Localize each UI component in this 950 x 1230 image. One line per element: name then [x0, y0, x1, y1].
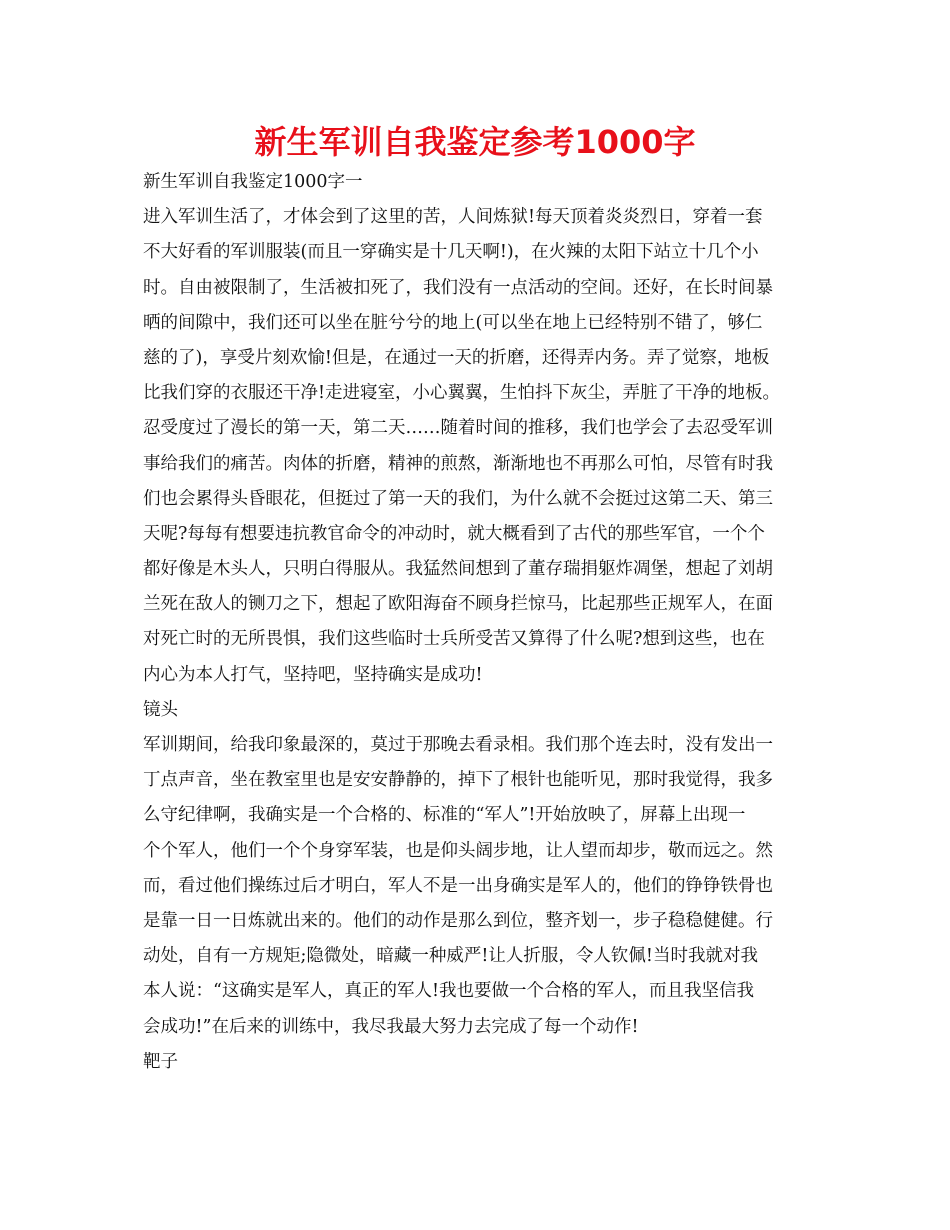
- paragraph-line: 个个军人，他们一个个身穿军装，也是仰头阔步地，让人望而却步，敬而远之。然: [143, 840, 773, 861]
- paragraph-line: 动处，自有一方规矩;隐微处，暗藏一种威严!让人折服，令人钦佩!当时我就对我: [143, 946, 758, 967]
- paragraph-line: 兰死在敌人的铡刀之下，想起了欧阳海奋不顾身拦惊马，比起那些正规军人，在面: [143, 594, 773, 615]
- paragraph-line: 会成功!”在后来的训练中，我尽我最大努力去完成了每一个动作!: [143, 1016, 639, 1037]
- paragraph-line: 都好像是木头人，只明白得服从。我猛然间想到了董存瑞捐躯炸凋堡，想起了刘胡: [143, 559, 773, 580]
- paragraph-line: 内心为本人打气，坚持吧，坚持确实是成功!: [143, 664, 483, 685]
- paragraph-line: 们也会累得头昏眼花，但挺过了第一天的我们，为什么就不会挺过这第二天、第三: [143, 488, 773, 509]
- paragraph-line: 对死亡时的无所畏惧，我们这些临时士兵所受苦又算得了什么呢?想到这些，也在: [143, 629, 765, 650]
- paragraph-line: 军训期间，给我印象最深的，莫过于那晚去看录相。我们那个连去时，没有发出一: [143, 735, 773, 755]
- subtitle-line: 新生军训自我鉴定1000字一: [143, 172, 363, 192]
- section-heading: 镜头: [143, 699, 178, 720]
- paragraph-line: 进入军训生活了，才体会到了这里的苦，人间炼狱!每天顶着炎炎烈日，穿着一套: [143, 207, 763, 228]
- document-body: [143, 165, 833, 1080]
- paragraph-line: 事给我们的痛苦。肉体的折磨，精神的煎熬，渐渐地也不再那么可怕，尽管有时我: [143, 453, 773, 474]
- paragraph-line: 本人说：“这确实是军人，真正的军人!我也要做一个合格的军人，而且我坚信我: [143, 981, 754, 1002]
- paragraph-line: 丁点声音，坐在教室里也是安安静静的，掉下了根针也能听见，那时我觉得，我多: [143, 770, 773, 791]
- paragraph-line: 慈的了)，享受片刻欢愉!但是，在通过一天的折磨，还得弄内务。弄了觉察，地板: [143, 347, 770, 368]
- paragraph-line: 天呢?每每有想要违抗教官命令的冲动时，就大概看到了古代的那些军官，一个个: [143, 523, 765, 544]
- paragraph-line: 么守纪律啊，我确实是一个合格的、标准的“军人”!开始放映了，屏幕上出现一: [143, 805, 746, 826]
- paragraph-line: 是靠一日一日炼就出来的。他们的动作是那么到位，整齐划一，步子稳稳健健。行: [143, 910, 773, 931]
- paragraph-line: 比我们穿的衣服还干净!走进寝室，小心翼翼，生怕抖下灰尘，弄脏了干净的地板。: [143, 383, 781, 404]
- paragraph-line: 时。自由被限制了，生活被扣死了，我们没有一点活动的空间。还好，在长时间暴: [143, 277, 773, 298]
- paragraph-line: 忍受度过了漫长的第一天，第二天……随着时间的推移，我们也学会了去忍受军训: [143, 418, 773, 439]
- document-title: 新生军训自我鉴定参考1000字: [254, 123, 696, 161]
- paragraph-line: 不大好看的军训服装(而且一穿确实是十几天啊!)，在火辣的太阳下站立十几个小: [143, 242, 759, 263]
- paragraph-line: 晒的间隙中，我们还可以坐在脏兮兮的地上(可以坐在地上已经特别不错了，够仁: [143, 312, 763, 333]
- paragraph-line: 而，看过他们操练过后才明白，军人不是一出身确实是军人的，他们的铮铮铁骨也: [143, 875, 773, 896]
- section-heading: 靶子: [143, 1051, 178, 1072]
